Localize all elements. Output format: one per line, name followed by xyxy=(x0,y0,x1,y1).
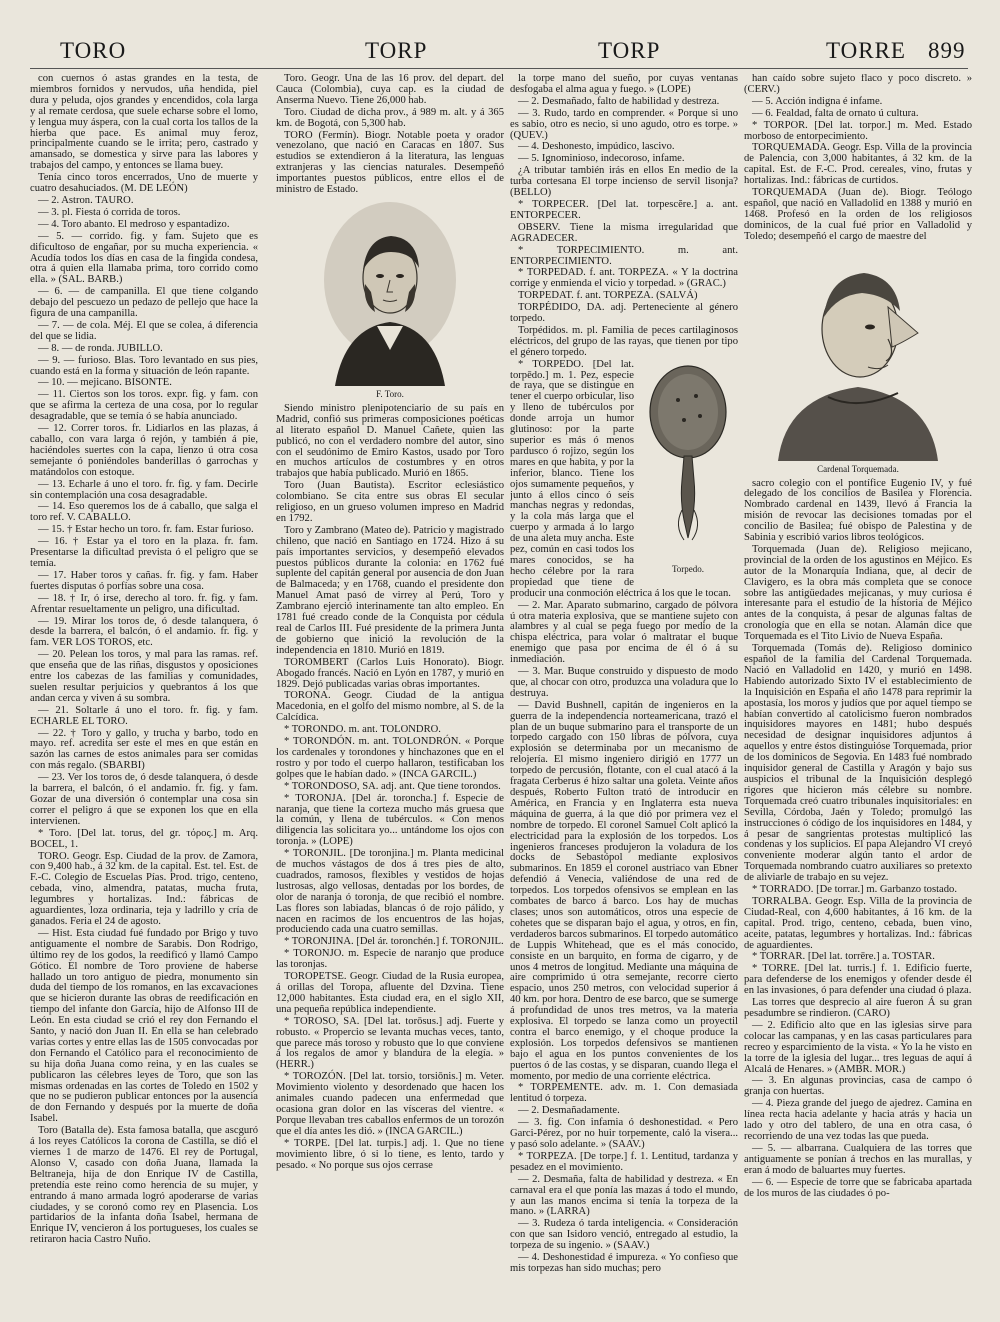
dictionary-entry: TORQUEMADA. Geogr. Esp. Villa de la provincia de Palencia, con 3,000 habitantes, á 32 km. de la capital. Est. de F.-C. Prod. cereales, vino, frutas y hortalizas. Ind.: fábricas de curtidos. xyxy=(744,142,972,187)
dictionary-entry: — 6. Fealdad, falta de ornato ú cultura. xyxy=(752,107,919,119)
dictionary-entry: — 5. Acción indigna é infame. xyxy=(752,95,883,107)
entry-torpedo: * TORPEDO. [Del lat. torpēdo.] m. 1. Pez, especie de raya, que se distingue en tener el cuerpo orbicular, liso y lleno de tubérculos por donde arroja un humor glutinoso: por la parte superior es más ó menos pardusco ó rojizo, según los mares en que habita, y por la inferior, blanco. Tiene los ojos sumamente pequeños, y junto á ellos cinco ó seis manchas negras y redondas, y la cola más larga que el cuerpo y armada á lo largo de una aleta muy ancha. Este pez, común en casi todos los mares conocidos, se ha hecho célebre por la rara propiedad que tiene de producir una conmoción eléctrica á los que le tocan. xyxy=(510,358,731,599)
dictionary-entry: — 3. Mar. Buque construido y dispuesto de modo que, al chocar con otro, produzca una voladura que lo destruya. xyxy=(510,666,738,699)
dictionary-entry: — 3. Rudo, tardo en comprender. « Porque si uno es sabio, otro es necio, si uno agudo, otro es torpe. » (QUEV.) xyxy=(510,107,738,141)
dictionary-entry: — 4. Pieza grande del juego de ajedrez. Camina en línea recta hacia adelante y hacia atrás y hacia un lado y otro del tablero, de una en otra casa, ó recorriendo de una vez todas las que pueda. xyxy=(744,1098,972,1142)
dictionary-entry: — 15. † Estar hecho un toro. fr. fam. Estar furioso. xyxy=(38,524,254,536)
torpedo-fish-illustration xyxy=(638,360,738,560)
header-guide-word-mid1: TORP xyxy=(365,38,428,63)
header-guide-word-right: TORRE xyxy=(826,38,906,63)
column-1 xyxy=(30,74,258,1314)
dictionary-entry: * TOROZÓN. [Del lat. torsio, torsiōnis.] m. Veter. Movimiento violento y desordenado que hacen los animales cuando padecen una enfermedad que ocasiona gran dolor en las vísceras del vientre. « Porque llevaban tres caballos enfermos de un torozón que el día antes les dió. » (INCA GARCIL.) xyxy=(276,1071,504,1137)
dictionary-entry: * TORONDOSO, SA. adj. ant. Que tiene torondos. xyxy=(284,780,501,792)
torpedo-figure xyxy=(638,360,738,579)
dictionary-entry: — 21. Soltarle á uno el toro. fr. fig. y fam. ECHARLE EL TORO. xyxy=(30,704,258,727)
figure-caption: Torpedo. xyxy=(671,563,705,574)
portrait-caption: F. Toro. xyxy=(376,388,404,399)
dictionary-entry: * TORRAR. [Del lat. torrēre.] a. TOSTAR. xyxy=(752,951,935,963)
dictionary-entry: TORO (Fermín). Biogr. Notable poeta y orador venezolano, que nació en Caracas en 1807. Sus estudios se extendieron á la literatura, las lenguas extranjeras y las ciencias naturales. Desempeñó importantes puestos públicos, entre ellos el de ministro de Estado. xyxy=(276,129,504,196)
dictionary-entry: Las torres que desprecio al aire fueron Á su gran pesadumbre se rindieron. (CARO) xyxy=(744,997,972,1019)
dictionary-entry: * TORONJINA. [Del ár. toronchén.] f. TORONJIL. xyxy=(284,936,504,948)
portrait-caption-torquemada: Cardenal Torquemada. xyxy=(817,463,899,474)
dictionary-entry: Toro. Ciudad de dicha prov., á 989 m. alt. y á 365 km. de Bogotá, con 5,300 hab. xyxy=(276,106,504,129)
dictionary-entry: TOROPETSE. Geogr. Ciudad de la Rusia europea, á orillas del Toropa, afluente del Dzvina. Tiene 12,000 habitantes. Esta ciudad era, en el siglo XII, una pequeña república independiente. xyxy=(276,971,504,1015)
dictionary-entry: * TORRE. [Del lat. turris.] f. 1. Edificio fuerte, para defenderse de los enemigos y ofender desde él en las invasiones, ó para defender una ciudad ó plaza. xyxy=(744,963,972,997)
dictionary-entry: * TORONJA. [Del ár. toroncha.] f. Especie de naranja, que tiene la corteza mucho más gruesa que la común, y llena de tubérculos. « Con menos diligencia las solicitara yo... untándome los ojos con toronja. » (LOPE) xyxy=(276,792,504,848)
dictionary-entry: * TORPEDAD. f. ant. TORPEZA. « Y la doctrina corrige y enmienda el vicio y torpedad. » (GRAC.) xyxy=(510,267,738,290)
dictionary-entry: — 3. En algunas provincias, casa de campo ó granja con huertas. xyxy=(744,1075,972,1098)
dictionary-entry: Tenía cinco toros encerrados, Uno de muerte y cuatro desahuciados. (M. DE LEÓN) xyxy=(30,172,258,195)
dictionary-entry: * TORONDO. m. ant. TOLONDRO. xyxy=(284,724,441,736)
dictionary-entry: — David Bushnell, capitán de ingenieros en la guerra de la independencia norteamericana, trazó el plan de un buque submarino para el transporte de un torpedo cargado con 150 libras de pólvora, cuya explosión se determinaba por un mecanismo de relojería. El mismo ingeniero dirigió en 1777 un torpedo de percusión, flotante, con el cual atacó á la fragata Cerberus é hizo saltar una goleta. Veinte años después, Roberto Fulton trató de introducir en América, en Francia y en Inglaterra esta nueva máquina de guerra, á la que dió por primera vez el nombre de torpedo. El coronel Samuel Colt aplicó la electricidad para la explosión de los torpedos. Los ingenieros franceses produjeron la voladura de los docks de Sebastópol mediante explosivos submarinos. En 1859 el coronel austriaco van Ebner defendió á Venecia, valiéndose de una red de torpedos. Los torpedos ofensivos se emplean en las combates de barco á barco. Los hay de muchas clases; unos son automáticos, otros una especie de cohetes que se disparan bajo el agua, y otros, en fin, verdaderos barcos submarinos. El torpedo automático de Luppis Whitehead, que es el más conocido, consiste en un barquito, en forma de cigarro, y de unos 4 metros de longitud. Mediante una máquina de aire comprimido ú otra semejante, recorre cierto espacio, unos 250 metros, con velocidad superior á 40 km. por hora. Dentro de ese barco, que se sumerge á profundidad de unos tres metros, va la materia explosiva. El torpedo se lanza como un proyectil contra el barco enemigo, y el choque produce la explosión. Los torpedos defensivos se mantienen bajo el agua en los puntos convenientes de los puertos ó de las costas, y se disparan, cuando llega el momento, por medio de una corriente eléctrica. xyxy=(510,699,738,1082)
dictionary-entry: — 20. Pelean los toros, y mal para las ramas. ref. que enseña que de las riñas, disgustos y oposiciones entre los cabezas de las familias y comunidades, suelen resultar perjuicios y quebrantos á los que andan cerca y viven á su sombra. xyxy=(30,649,258,704)
dictionary-entry: * TORPECIMIENTO. m. ant. ENTORPECIMIENTO. xyxy=(510,244,738,267)
dictionary-entry: — 11. Ciertos son los toros. expr. fig. y fam. con que se afirma la certeza de una cosa, por lo regular desagradable, que se temía ó se había anunciado. xyxy=(30,389,258,423)
dictionary-entry: la torpe mano del sueño, por cuyas ventanas desfogaba el alma agua y fuego. » (LOPE) xyxy=(510,74,738,95)
dictionary-entry: * TORPE. [Del lat. turpis.] adj. 1. Que no tiene movimiento libre, ó si lo tiene, es lento, tardo y pesado. « No porque sus ojos cerrase xyxy=(276,1137,504,1171)
dictionary-entry: — 5. — albarrana. Cualquiera de las torres que antiguamente se ponían á trechos en las murallas, y eran á modo de baluartes muy fuertes. xyxy=(744,1142,972,1176)
column-4 xyxy=(744,74,972,1314)
dictionary-entry: — 2. Mar. Aparato submarino, cargado de pólvora ú otra materia explosiva, que se mantiene sujeto con alambres y al cual se pega fuego por medio de la chispa eléctrica, para volar ó maltratar el buque enemigo que pasa por encima de él ó á su inmediación. xyxy=(510,599,738,666)
dictionary-entry: ¿A tributar también irás en ellos En medio de la turba cortesana El torpe incienso de servil lisonja? (BELLO) xyxy=(510,165,738,199)
dictionary-entry: Toro (Batalla de). Esta famosa batalla, que ascguró á los reyes Católicos la corona de Castilla, se dió el viernes 1 de marzo de 1476. El rey de Portugal, Alonso V, casado con doña Juana, llamada la Beltraneja, hija de don Enrique IV de Castilla, pretendía este reino como herencia de su mujer, y entrando á mano armada logró apoderarse de varias ciudades, y se coronó como rey en Plasencia. Los partidarios de la infanta doña Isabel, hermana de Enrique IV, vencieron á los portugueses, los cuales se retiraron hacia Castro Nuño. xyxy=(30,1125,258,1246)
header-rule xyxy=(30,68,968,69)
dictionary-entry: — 18. † Ir, ó irse, derecho al toro. fr. fig. y fam. Afrentar resueltamente un peligro, una dificultad. xyxy=(30,592,258,615)
dictionary-entry: TOROMBERT (Carlos Luis Honorato). Biogr. Abogado francés. Nació en Lyón en 1787, y murió en 1829. Dejó publicadas varias obras importantes. xyxy=(276,656,504,690)
dictionary-entry: sacro colegio con el pontífice Eugenio IV, y fué delegado de los concilios de Basilea y Florencia. Nombrado cardenal en 1439, llevó á Francia la misión de revocar las decisiones tomadas por el concilio de Basilea; fué obispo de Palestina y de Sabinia y escribió varios libros teológicos. xyxy=(744,477,972,544)
dictionary-entry: — 6. — Especie de torre que se fabricaba apartada de los muros de las ciudades ó po- xyxy=(744,1176,972,1199)
dictionary-entry: — 4. Deshonesto, impúdico, lascivo. xyxy=(518,141,675,153)
dictionary-entry: TORPÉDIDO, DA. adj. Perteneciente al género torpedo. xyxy=(510,302,738,325)
dictionary-entry: — 4. Toro abanto. El medroso y espantadizo. xyxy=(38,218,230,230)
dictionary-entry: — 22. † Toro y gallo, y trucha y barbo, todo en mayo. ref. acredita ser este el mes en que están en sazón las carnes de estos animales para ser comidas con más regalo. (SBARBI) xyxy=(30,727,258,772)
dictionary-entry: — 3. pl. Fiesta ó corrida de toros. xyxy=(38,206,181,218)
dictionary-entry: — 13. Echarle á uno el toro. fr. fig. y fam. Decirle sin contemplación una cosa desagradable. xyxy=(30,478,258,501)
dictionary-entry: * TORONDÓN. m. ant. TOLONDRÓN. « Porque los cardenales y torondones y hinchazones que en el rostro y por todo el cuerpo hallaron, testificaban los golpes que le habían dado. » (INCA GARCIL.) xyxy=(276,736,504,780)
dictionary-entry: Toro y Zambrano (Mateo de). Patricio y magistrado chileno, que nació en Santiago en 1724. Hizo á su país importantes servicios, y desempeñó elevados puestos públicos durante la colonia: en 1762 fué suplente del capitán general por ausencia de don Juan de Balmaceda; y en 1768, cuando el presidente don Manuel Amat pasó de virrey al Perú, Toro y Zambrano ejerció interinamente tan alto empleo. En 1781 fué creado conde de la Conquista por cédula real de Carlos III. Fué presidente de la primera Junta de gobierno que inició la revolución de la independencia en 1810. Murió en 1819. xyxy=(276,524,504,656)
header-guide-word-left: TORO xyxy=(60,38,127,63)
dictionary-entry: — 2. Desmaña, falta de habilidad y destreza. « En carnaval era el que ponía las mazas á todo el mundo, y aun las manos encima si tenía la torpeza de la mano. » (LARRA) xyxy=(510,1173,738,1218)
dictionary-entry: * TORPOR. [Del lat. torpor.] m. Med. Estado morboso de entorpecimiento. xyxy=(744,119,972,142)
dictionary-entry: — 7. — de cola. Méj. El que se colea, á diferencia del que se lidia. xyxy=(30,319,258,342)
dictionary-entry: * TORRADO. [De torrar.] m. Garbanzo tostado. xyxy=(752,884,957,896)
dictionary-entry: — 23. Ver los toros de, ó desde talanquera, ó desde la barrera, el balcón, ó el andamio. fr. fig. y fam. Gozar de una diversión ó contemplar una cosa sin correr el peligro á que se exponen los que en ella intervienen. xyxy=(30,772,258,827)
dictionary-entry: TORONA. Geogr. Ciudad de la antigua Macedonia, en el golfo del mismo nombre, al S. de la Calcídica. xyxy=(276,690,504,724)
dictionary-entry: con cuernos ó astas grandes en la testa, de miembros fornidos y nervudos, uña hendida, piel dura y peluda, ojos grandes y encendidos, cola larga y al remate cerdosa, que suele echarse sobre el lomo, y lengua muy áspera, con la cual corta los tallos de la hierba que pace. Es animal muy feroz, principalmente cuando se le irrita; pero, castrado y amansado, se domestica y sirve para las labores y trabajos del campo, y entonces se llama buey. xyxy=(30,74,258,172)
portrait-cardenal-torquemada xyxy=(768,247,948,461)
dictionary-entry: TORPEDAT. f. ant. TORPEZA. (SALVÁ) xyxy=(518,290,698,302)
dictionary-entry: — Hist. Esta ciudad fué fundado por Brigo y tuvo antiguamente el nombre de Sarabis. Don Rodrigo, último rey de los godos, la reedificó y llamó Campo Gótico. El nombre de Toro proviene de haberse hallado un toro antiguo de piedra, monumento sin duda del tiempo de los romanos, en las excavaciones que se hicieron durante las obras de reedificación en tiempo del infante don García, hijo de Alfonso III de León. En esta ciudad se crió el rey don Fernando el Santo, y nació don Juan II. En ella se han celebrado varias cortes y entre ellas las de 1505 convocadas por don Fernando el Católico para el reconocimiento de su hija doña Juana como reina, y en las cuales se publicaron las célebres leyes de Toro, que son las mismas ordenadas en las cortes de Toledo en 1502 y que no se pudieron publicar entonces por la ausencia de don Fernando y después por la muerte de doña Isabel. xyxy=(30,927,258,1125)
dictionary-entry: — 4. Deshonestidad é impureza. « Yo confieso que mis torpezas han sido muchas; pero xyxy=(510,1252,738,1274)
dictionary-entry: — 12. Correr toros. fr. Lidiarlos en las plazas, á caballo, con vara larga ó rejón, y también á pie, haciéndoles suertes con la capa, lienzo ú otra cosa semejante ó poniéndoles banderillas ó garrochas y matándolos con estoque. xyxy=(30,423,258,478)
dictionary-entry: — 16. † Estar ya el toro en la plaza. fr. fam. Presentarse la dificultad prevista ó el peligro que se temía. xyxy=(30,536,258,569)
dictionary-entry: Torquemada (Tomás de). Religioso dominico español de la familia del Cardenal Torquemada. Nació en Valladolid en 1420, y murió en 1498. Habiendo autorizado Sixto IV el establecimiento de la Inquisición en España el año 1478 para reprimir la apostasía, los moros y judíos que por aquel tiempo se habían convertido al catolicismo fueron nombrados inquisidores mayores en 1481; hubo después necesidad de designar inquisidores adjuntos á aquellos y entre éstos distinguióse Torquemada, prior de los dominicos de Segovia. En 1483 fué nombrado inquisidor general de Castilla y Aragón y bajo sus auspicios el tribunal de la Inquisición desplegó rigores que hicieron más célebre su nombre. Torquemada creó cuatro tribunales inquisitoriales: en Sevilla, Córdoba, Jaén y Toledo; promulgó las instrucciones ó código de los inquisidores en 1484, y á pesar de sangrientas protestas multiplicó las condenas y los suplicios. El papa Alejandro VI creyó conveniente moderar algún tanto el ardor de Torquemada nombrando cuatro auxiliares so pretexto de aliviarle de trabajo en su vejez. xyxy=(744,643,972,884)
dictionary-entry: TORQUEMADA (Juan de). Biogr. Teólogo español, que nació en Valladolid en 1388 y murió en 1468. Profesó en la orden de los religiosos dominicos, de la cual fué prior en Valladolid y Toledo; desempeñó el cargo de maestre del xyxy=(744,187,972,242)
dictionary-entry: TORO. Geogr. Esp. Ciudad de la prov. de Zamora, con 9,400 hab., á 32 km. de la capital. Est. tel. Est. de F.-C. Colegio de Escuelas Pías. Prod. trigo, centeno, cebada, vino, almendra, patatas, mucha fruta, legumbres y hortalizas. Ind.: fábricas de aguardientes, loza ordinaria, teja y ladrillo y cría de ganados. Feria el 24 de agosto. xyxy=(30,850,258,927)
dictionary-entry: Siendo ministro plenipotenciario de su país en Madrid, confió sus primeras composiciones poéticas al literato español D. Manuel Cañete, quien las publicó, no con el verdadero nombre del autor, sino con el seudónimo de Emiro Kastos, usado por Toro en muchos artículos de costumbres y en otros trabajos que había publicado. Murió en 1865. xyxy=(276,402,504,480)
dictionary-entry: — 3. fig. Con infamia ó deshonestidad. « Pero Garci-Pérez, por no huir torpemente, caló la visera... y pasó solo adelante. » (SAAV.) xyxy=(510,1117,738,1150)
page-number: 899 xyxy=(928,38,966,63)
dictionary-entry: * TORPECER. [Del lat. torpescĕre.] a. ant. ENTORPECER. xyxy=(510,198,738,221)
dictionary-entry: — 17. Haber toros y cañas. fr. fig. y fam. Haber fuertes disputas ó porfías sobre una cosa. xyxy=(30,569,258,592)
dictionary-entry: — 2. Astron. TAURO. xyxy=(38,194,134,206)
column-2 xyxy=(276,74,504,1314)
dictionary-entry: — 2. Desmañado, falto de habilidad y destreza. xyxy=(518,95,720,107)
dictionary-entry: * Toro. [Del lat. torus, del gr. τόρος.] m. Arq. BOCEL, 1. xyxy=(30,827,258,850)
dictionary-entry: Torpédidos. m. pl. Familia de peces cartilaginosos eléctricos, del grupo de las rayas, que tienen por tipo el género torpedo. xyxy=(510,324,738,358)
dictionary-entry: OBSERV. Tiene la misma irregularidad que AGRADECER. xyxy=(510,221,738,244)
portrait-fermin-toro xyxy=(315,200,465,386)
dictionary-entry: — 2. Desmañadamente. xyxy=(518,1105,620,1117)
dictionary-entry: — 19. Mirar los toros de, ó desde talanquera, ó desde la barrera, el balcón, ó el andamio. fr. fig. y fam. VER LOS TOROS, etc. xyxy=(30,615,258,649)
dictionary-entry: Torquemada (Juan de). Religioso mejicano, provincial de la orden de los agustinos en Méjico. Es autor de la Monarquía Indiana, que, al decir de Clavigero, es la obra más completa que se conoce sobre las antigüedades mejicanas, y muy curiosa é interesante para el estudio de la historia de Méjico antes de la conquista, á pesar de algunas faltas de cronología que en ella se notan. Alamán dice que Torquemada es el Tito Livio de Nueva España. xyxy=(744,543,972,643)
dictionary-entry: — 5. — corrido. fig. y fam. Sujeto que es dificultoso de engañar, por su mucha experiencia. « Acudía todos los días en casa de la fingida condesa, otra á quien ella llamaba prima, toro corrido como ella. » (SAL. BARB.) xyxy=(30,230,258,286)
dictionary-entry: Toro. Geogr. Una de las 16 prov. del depart. del Cauca (Colombia), cuya cap. es la ciudad de Anserma Nuevo. Tiene 26,000 hab. xyxy=(276,74,504,106)
dictionary-entry: — 5. Ignominioso, indecoroso, infame. xyxy=(518,153,685,165)
dictionary-entry: * TORPEMENTE. adv. m. 1. Con demasiada lentitud ó torpeza. xyxy=(510,1082,738,1105)
dictionary-entry: — 8. — de ronda. JUBILLO. xyxy=(38,342,163,354)
header-guide-word-mid2: TORP xyxy=(598,38,661,63)
column-3 xyxy=(510,74,738,1314)
dictionary-entry: han caído sobre sujeto flaco y poco discreto. » (CERV.) xyxy=(744,74,972,95)
dictionary-entry: * TOROSO, SA. [Del lat. torōsus.] adj. Fuerte y robusto. « Propercio se levanta muchas veces, tanto, que parece más toroso y robusto que lo que conviene á los regalos de amor y blandura de la elegía. » (HERR.) xyxy=(276,1015,504,1071)
page-header xyxy=(0,38,1000,68)
dictionary-entry: * TORONJIL. [De toronjina.] m. Planta medicinal de muchos vástagos de dos á tres pies de alto, cuadrados, ramosos, flexibles y vestidos de hojas lustrosas, algo vellosas, dentadas por los bordes, de olor de naranja ó toronja, de que recibió el nombre. Las flores son labiadas, blancas ó de rojo pálido, y nacen en racimos de los encuentros de las hojas, produciendo cada una cuatro semillas. xyxy=(276,848,504,936)
dictionary-entry: — 6. — de campanilla. El que tiene colgando debajo del pescuezo un pedazo de pellejo que hace la figura de una campanilla. xyxy=(30,286,258,320)
dictionary-entry: — 2. Edificio alto que en las iglesias sirve para colocar las campanas, y en las casas particulares para recreo y esparcimiento de la vista. « Yo la he visto en la torre de la iglesia del lugar... tres leguas de aquí á Alcalá de Henares. » (AMBR. MOR.) xyxy=(744,1019,972,1075)
dictionary-entry: — 10. — mejicano. BISONTE. xyxy=(38,377,172,389)
dictionary-entry: * TORPEZA. [De torpe.] f. 1. Lentitud, tardanza y pesadez en el movimiento. xyxy=(510,1150,738,1173)
dictionary-entry: — 9. — furioso. Blas. Toro levantado en sus pies, cuando está en la forma y situación de león rapante. xyxy=(30,354,258,377)
dictionary-entry: — 14. Eso queremos los de á caballo, que salga el toro ref. V. CABALLO. xyxy=(30,501,258,524)
dictionary-entry: — 3. Rudeza ó tarda inteligencia. « Consideración con que san Isidoro venció, entregado al estudio, la torpeza de su ingenio. » (SAAV.) xyxy=(510,1218,738,1252)
dictionary-entry: * TORONJO. m. Especie de naranjo que produce las toronjas. xyxy=(276,948,504,971)
dictionary-entry: TORRALBA. Geogr. Esp. Villa de la provincia de Ciudad-Real, con 4,600 habitantes, á 16 km. de la capital. Prod. trigo, centeno, cebada, buen vino, aceite, patatas, legumbres y hortalizas. Ind.: fábricas de aguardientes. xyxy=(744,895,972,951)
dictionary-entry: Toro (Juan Bautista). Escritor eclesiástico colombiano. Se cita entre sus obras El secular religioso, en un grueso volumen impreso en Madrid en 1792. xyxy=(276,480,504,524)
